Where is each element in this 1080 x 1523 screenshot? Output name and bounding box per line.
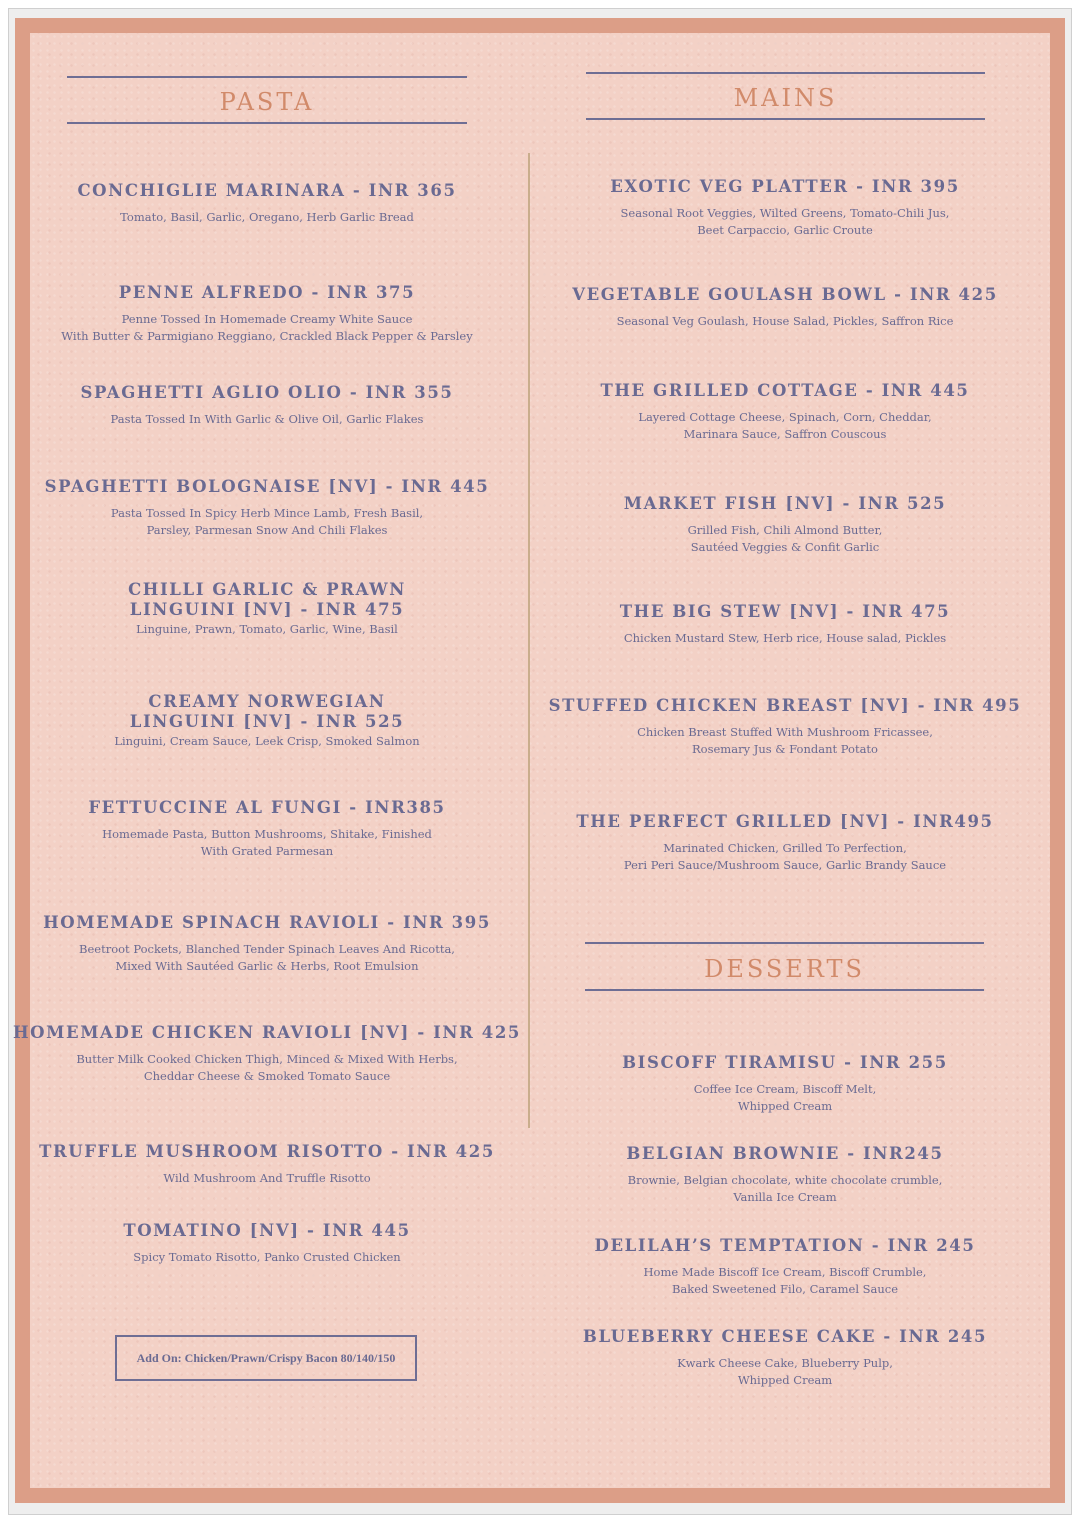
- dish-name: [7, 383, 527, 403]
- dish-description-line: Coffee Ice Cream, Biscoff Melt,: [693, 1082, 877, 1096]
- dish-description: [7, 621, 527, 638]
- dish-description-line: Brownie, Belgian chocolate, white chocolate crumble,: [627, 1173, 943, 1187]
- dish-name-line: CONCHIGLIE MARINARA - INR 365: [77, 181, 457, 200]
- dish-name: [525, 1236, 1045, 1256]
- dish-description: [7, 209, 527, 226]
- dish-name: [525, 494, 1045, 514]
- dish-description: [7, 733, 527, 750]
- dish-description-line: Butter Milk Cooked Chicken Thigh, Minced & Mixed With Herbs,: [76, 1052, 458, 1066]
- dish-description-line: Tomato, Basil, Garlic, Oregano, Herb Garlic Bread: [120, 210, 414, 224]
- dish-description: [525, 1172, 1045, 1206]
- dish-name-line: BELGIAN BROWNIE - INR245: [626, 1144, 944, 1163]
- dish-description: [7, 311, 527, 345]
- pasta-menu-item: [7, 913, 527, 975]
- dish-description: [525, 409, 1045, 443]
- dish-name: [525, 812, 1045, 832]
- mains-heading-block: [586, 72, 985, 120]
- dish-description-line: Baked Sweetened Filo, Caramel Sauce: [671, 1282, 899, 1296]
- dish-name-line: SPAGHETTI BOLOGNAISE [NV] - INR 445: [44, 477, 490, 496]
- dish-description-line: Rosemary Jus & Fondant Potato: [692, 742, 878, 756]
- dish-name-line: THE BIG STEW [NV] - INR 475: [619, 602, 951, 621]
- mains-menu-item: [525, 381, 1045, 443]
- dish-name-line: EXOTIC VEG PLATTER - INR 395: [610, 177, 960, 196]
- dish-description-line: Whipped Cream: [737, 1099, 833, 1113]
- dish-name: [7, 283, 527, 303]
- mains-menu-item: [525, 285, 1045, 330]
- dish-description: [525, 522, 1045, 556]
- dish-description-line: Whipped Cream: [737, 1373, 833, 1387]
- pasta-menu-item: [7, 692, 527, 750]
- dish-name-line: HOMEMADE SPINACH RAVIOLI - INR 395: [43, 913, 491, 932]
- desserts-menu-item: [525, 1053, 1045, 1115]
- dish-description: [525, 313, 1045, 330]
- dish-name-line: STUFFED CHICKEN BREAST [NV] - INR 495: [548, 696, 1022, 715]
- dish-name: [525, 285, 1045, 305]
- dish-name: [7, 1142, 527, 1162]
- desserts-menu-item: [525, 1236, 1045, 1298]
- dish-description: [525, 630, 1045, 647]
- pasta-menu-item: [7, 477, 527, 539]
- dish-name-line: CREAMY NORWEGIAN: [148, 692, 386, 711]
- dish-name: [7, 477, 527, 497]
- heading-rule-bottom: [585, 989, 984, 991]
- dish-description-line: Chicken Mustard Stew, Herb rice, House salad, Pickles: [623, 631, 947, 645]
- dish-name-line: BISCOFF TIRAMISU - INR 255: [622, 1053, 948, 1072]
- desserts-heading-block: [585, 942, 984, 991]
- dish-name-line: PENNE ALFREDO - INR 375: [118, 283, 416, 302]
- dish-description-line: Peri Peri Sauce/Mushroom Sauce, Garlic Brandy Sauce: [623, 858, 947, 872]
- mains-heading: MAINS: [733, 84, 838, 112]
- heading-rule-bottom: [67, 122, 467, 124]
- pasta-menu-item: [7, 1142, 527, 1187]
- dish-name: [7, 1221, 527, 1241]
- dish-description-line: Linguine, Prawn, Tomato, Garlic, Wine, Basil: [136, 622, 398, 636]
- dish-name-line: THE PERFECT GRILLED [NV] - INR495: [576, 812, 994, 831]
- dish-description-line: With Grated Parmesan: [200, 844, 334, 858]
- dish-name: [525, 602, 1045, 622]
- heading-rule-bottom: [586, 118, 985, 120]
- dish-description-line: Chicken Breast Stuffed With Mushroom Fricassee,: [637, 725, 933, 739]
- dish-description-line: Marinated Chicken, Grilled To Perfection,: [663, 841, 907, 855]
- dish-name-line: TRUFFLE MUSHROOM RISOTTO - INR 425: [39, 1142, 495, 1161]
- dish-description: [525, 840, 1045, 874]
- dish-name: [7, 692, 527, 732]
- dish-name-line: FETTUCCINE AL FUNGI - INR385: [88, 798, 446, 817]
- dish-description-line: Wild Mushroom And Truffle Risotto: [163, 1171, 371, 1185]
- dish-description: [525, 1081, 1045, 1115]
- dish-description: [525, 1355, 1045, 1389]
- dish-name: [7, 1023, 527, 1043]
- dish-description: [7, 941, 527, 975]
- dish-description-line: Linguini, Cream Sauce, Leek Crisp, Smoked Salmon: [114, 734, 420, 748]
- dish-description-line: Marinara Sauce, Saffron Couscous: [683, 427, 887, 441]
- dish-name: [525, 1144, 1045, 1164]
- dish-name-line: VEGETABLE GOULASH BOWL - INR 425: [572, 285, 998, 304]
- desserts-menu-item: [525, 1144, 1045, 1206]
- dish-name-line: CHILLI GARLIC & PRAWN: [128, 580, 406, 599]
- dish-description-line: Parsley, Parmesan Snow And Chili Flakes: [146, 523, 388, 537]
- dish-name: [7, 798, 527, 818]
- dish-description-line: Penne Tossed In Homemade Creamy White Sauce: [121, 312, 413, 326]
- dish-name: [7, 913, 527, 933]
- pasta-heading: PASTA: [219, 88, 315, 116]
- dish-description-line: Mixed With Sautéed Garlic & Herbs, Root Emulsion: [115, 959, 419, 973]
- dish-description-line: Layered Cottage Cheese, Spinach, Corn, Cheddar,: [638, 410, 932, 424]
- dish-name: [7, 580, 527, 620]
- dish-name-line: HOMEMADE CHICKEN RAVIOLI [NV] - INR 425: [12, 1023, 522, 1042]
- dish-name-line: TOMATINO [NV] - INR 445: [123, 1221, 411, 1240]
- dish-description: [525, 205, 1045, 239]
- dish-name: [525, 381, 1045, 401]
- dish-name-line: LINGUINI [NV] - INR 475: [129, 600, 405, 619]
- dish-description: [7, 1170, 527, 1187]
- dish-description-line: Beetroot Pockets, Blanched Tender Spinach Leaves And Ricotta,: [79, 942, 455, 956]
- dish-description: [7, 1051, 527, 1085]
- dish-description: [525, 1264, 1045, 1298]
- dish-description: [7, 411, 527, 428]
- mains-menu-item: [525, 494, 1045, 556]
- dish-description: [7, 505, 527, 539]
- dish-description-line: Pasta Tossed In Spicy Herb Mince Lamb, Fresh Basil,: [110, 506, 424, 520]
- pasta-menu-item: [7, 181, 527, 226]
- desserts-heading: DESSERTS: [704, 955, 865, 983]
- pasta-menu-item: [7, 383, 527, 428]
- dish-name: [525, 696, 1045, 716]
- dish-description-line: Vanilla Ice Cream: [733, 1190, 837, 1204]
- dish-name-line: LINGUINI [NV] - INR 525: [129, 712, 405, 731]
- dish-description-line: Home Made Biscoff Ice Cream, Biscoff Crumble,: [643, 1265, 927, 1279]
- pasta-heading-block: [67, 76, 467, 124]
- mains-menu-item: [525, 177, 1045, 239]
- dish-description-line: Homemade Pasta, Button Mushrooms, Shitake, Finished: [102, 827, 432, 841]
- dish-name-line: THE GRILLED COTTAGE - INR 445: [600, 381, 970, 400]
- add-on-box: Add On: Chicken/Prawn/Crispy Bacon 80/140/150: [115, 1335, 417, 1381]
- dish-description: [7, 826, 527, 860]
- dish-name-line: SPAGHETTI AGLIO OLIO - INR 355: [80, 383, 454, 402]
- dish-description-line: With Butter & Parmigiano Reggiano, Crackled Black Pepper & Parsley: [61, 329, 473, 343]
- mains-menu-item: [525, 696, 1045, 758]
- pasta-menu-item: [7, 798, 527, 860]
- dish-description-line: Pasta Tossed In With Garlic & Olive Oil, Garlic Flakes: [110, 412, 424, 426]
- dish-description: [525, 724, 1045, 758]
- dish-description-line: Beet Carpaccio, Garlic Croute: [697, 223, 873, 237]
- dish-name: [525, 1053, 1045, 1073]
- dish-description-line: Grilled Fish, Chili Almond Butter,: [687, 523, 883, 537]
- dish-description: [7, 1249, 527, 1266]
- dish-name-line: MARKET FISH [NV] - INR 525: [623, 494, 947, 513]
- dish-name-line: BLUEBERRY CHEESE CAKE - INR 245: [582, 1327, 988, 1346]
- pasta-menu-item: [7, 1023, 527, 1085]
- pasta-menu-item: [7, 580, 527, 638]
- mains-menu-item: [525, 812, 1045, 874]
- dish-name: [525, 177, 1045, 197]
- dish-name: [7, 181, 527, 201]
- mains-menu-item: [525, 602, 1045, 647]
- dish-name-line: DELILAH’S TEMPTATION - INR 245: [594, 1236, 976, 1255]
- dish-description-line: Cheddar Cheese & Smoked Tomato Sauce: [143, 1069, 391, 1083]
- dish-description-line: Seasonal Root Veggies, Wilted Greens, Tomato-Chili Jus,: [620, 206, 950, 220]
- desserts-menu-item: [525, 1327, 1045, 1389]
- dish-description-line: Kwark Cheese Cake, Blueberry Pulp,: [677, 1356, 893, 1370]
- pasta-menu-item: [7, 1221, 527, 1266]
- dish-description-line: Spicy Tomato Risotto, Panko Crusted Chicken: [133, 1250, 401, 1264]
- dish-description-line: Sautéed Veggies & Confit Garlic: [690, 540, 880, 554]
- dish-description-line: Seasonal Veg Goulash, House Salad, Pickles, Saffron Rice: [616, 314, 954, 328]
- dish-name: [525, 1327, 1045, 1347]
- pasta-menu-item: [7, 283, 527, 345]
